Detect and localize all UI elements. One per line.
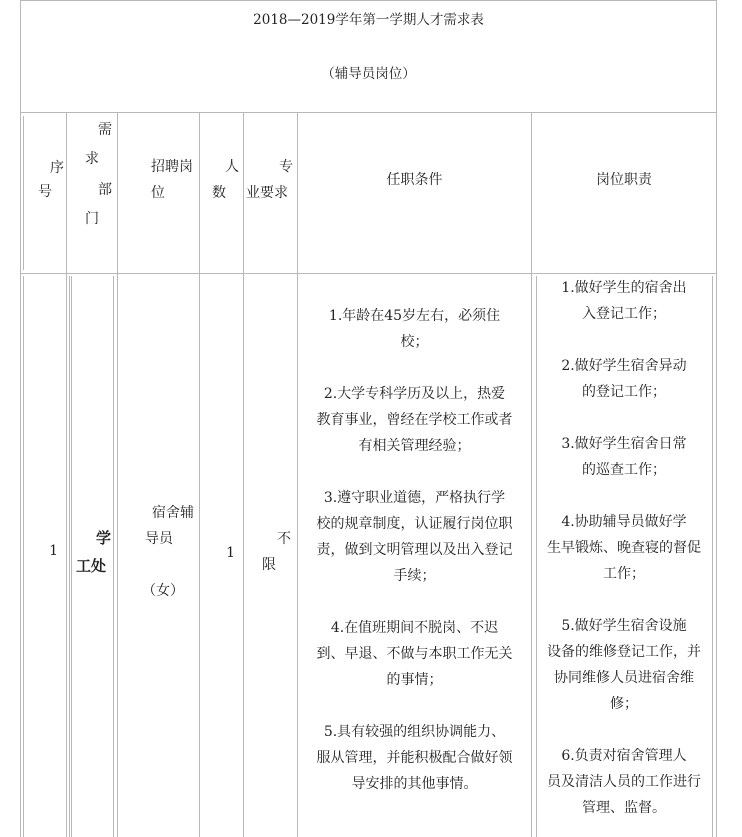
- row-dept: 学 工处: [76, 529, 111, 575]
- requirement-item: 1.年龄在45岁左右，必须住 校；: [328, 308, 501, 350]
- table-border-right: [716, 0, 717, 837]
- duties-text: [532, 275, 716, 821]
- row-position: 宿舍辅 导员 （女）: [142, 505, 194, 599]
- cell-inner-border: [69, 276, 70, 837]
- requirement-item: 4.在值班期间不脱岗、不迟 到、早退、不做与本职工作无关 的事情；: [316, 620, 513, 688]
- row-seq: 1: [49, 543, 58, 559]
- column-divider: [243, 113, 244, 837]
- title-divider: [20, 112, 717, 113]
- header-seq: 序 号: [38, 160, 64, 200]
- duty-item: 6.负责对宿舍管理人 员及清洁人员的工作进行 管理、监督。: [547, 748, 701, 816]
- header-count: 人 数: [212, 159, 239, 201]
- table-subtitle: （辅导员岗位）: [321, 66, 416, 82]
- column-divider: [117, 113, 118, 837]
- header-position: 招聘岗 位: [151, 159, 193, 201]
- header-requirements: 任职条件: [386, 172, 443, 188]
- duty-item: 1.做好学生的宿舍出 入登记工作；: [561, 280, 687, 322]
- row-major: 不 限: [262, 531, 291, 573]
- header-duties: 岗位职责: [596, 172, 652, 188]
- header-divider: [20, 273, 717, 274]
- column-divider: [199, 113, 200, 837]
- table-title: 2018—2019学年第一学期人才需求表: [253, 12, 484, 28]
- duty-item: 3.做好学生宿舍日常 的巡查工作；: [561, 436, 687, 478]
- duty-item: 5.做好学生宿舍设施 设备的维修登记工作，并 协同维修人员进宿舍维 修；: [547, 618, 701, 712]
- header-dept: 需 求 部 门: [85, 122, 112, 227]
- cell-inner-border: [113, 276, 114, 837]
- requirement-item: 3.遵守职业道德，严格执行学 校的规章制度，认证履行岗位职 责，做到文明管理以及出入登记 手续；: [316, 490, 513, 584]
- duty-item: 2.做好学生宿舍异动 的登记工作；: [561, 358, 687, 400]
- duty-item: 4.协助辅导员做好学 生早锻炼、晚查寝的督促 工作；: [547, 514, 701, 582]
- header-major: 专 业要求: [246, 159, 293, 201]
- requirement-item: 2.大学专科学历及以上，热爱 教育事业，曾经在学校工作或者 有相关管理经验；: [316, 386, 513, 454]
- requirement-item: 5.具有较强的组织协调能力、 服从管理，并能积极配合做好领 导安排的其他事情。: [316, 724, 513, 792]
- table-border-top: [20, 0, 717, 1]
- requirements-text: [298, 303, 531, 797]
- row-count: 1: [226, 545, 235, 561]
- table-border-left: [20, 0, 21, 837]
